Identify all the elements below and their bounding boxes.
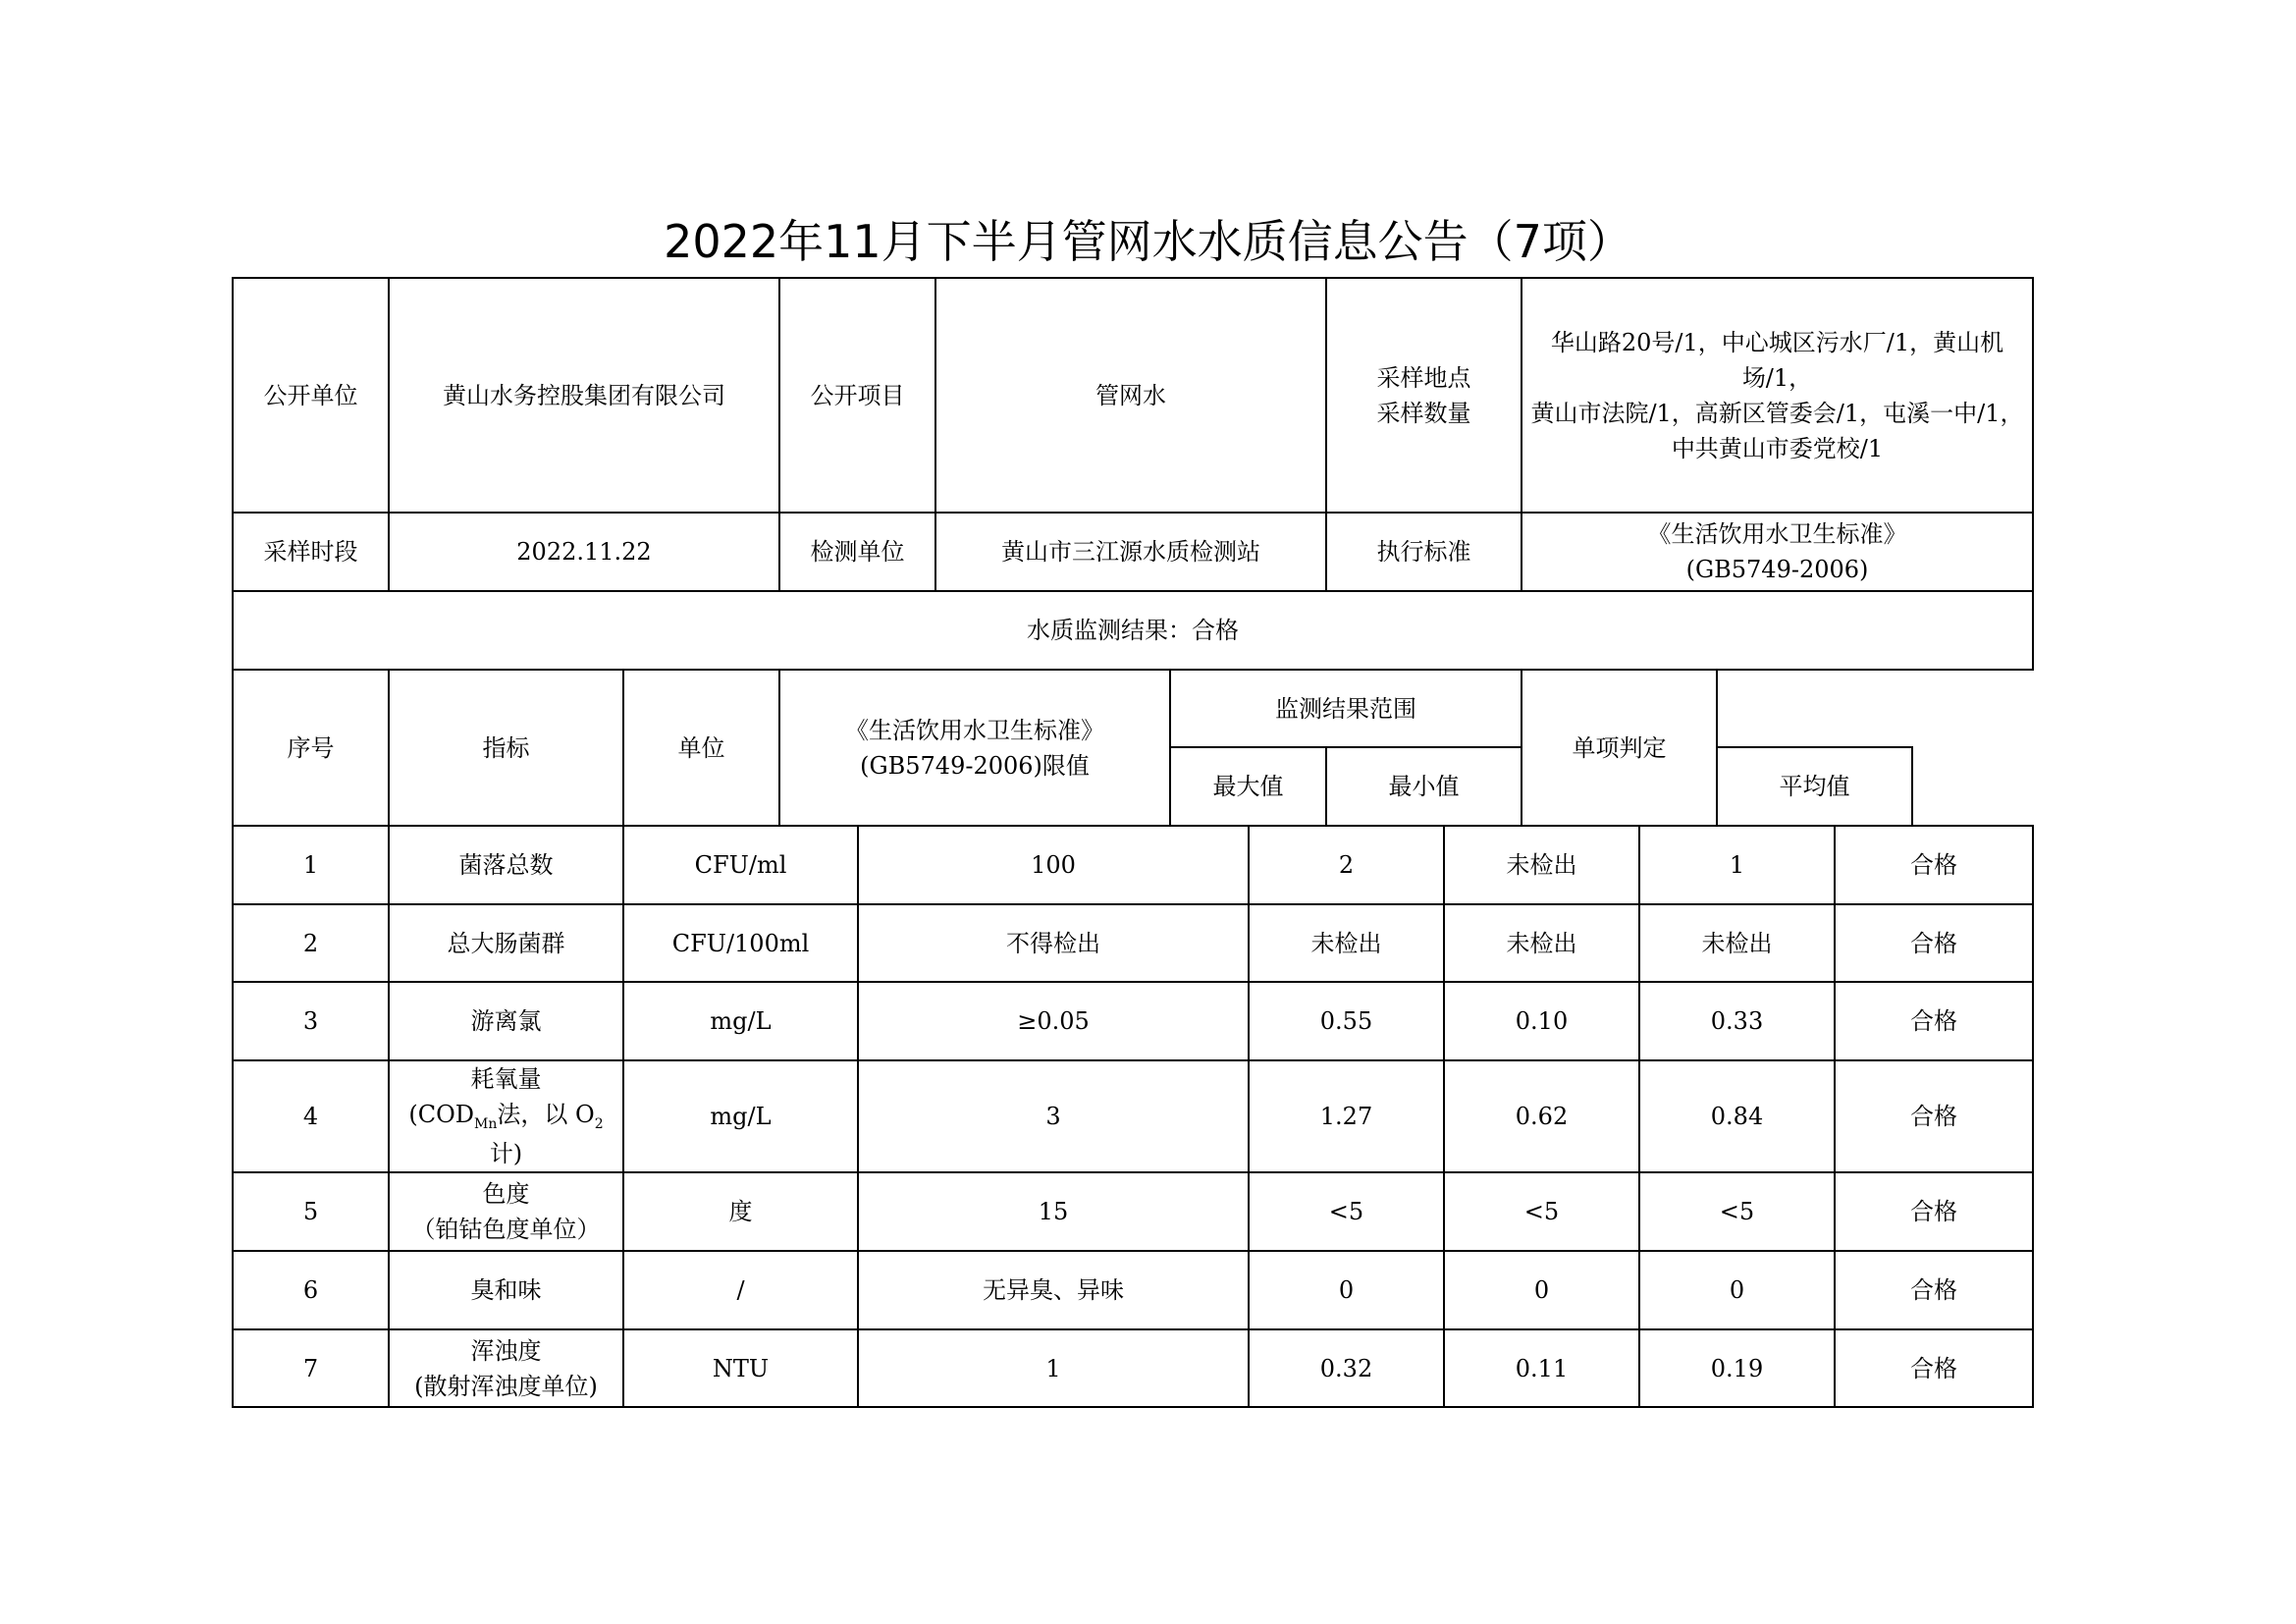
row-unit: CFU/100ml: [623, 904, 858, 982]
row-no: 5: [233, 1172, 389, 1251]
period-label: 采样时段: [233, 513, 389, 591]
table-row: [233, 1172, 2033, 1251]
row-avg: 0.84: [1639, 1060, 1835, 1172]
site-value-line3: 中共黄山市委党校/1: [1671, 434, 1884, 462]
row-judge: 合格: [1835, 1329, 2033, 1407]
unit-label: 公开单位: [233, 278, 389, 513]
item-value: 管网水: [935, 278, 1326, 513]
unit-value: 黄山水务控股集团有限公司: [389, 278, 779, 513]
row-indicator-sub: （铂钴色度单位）: [411, 1216, 601, 1243]
row-no: 2: [233, 904, 389, 982]
header-no: 序号: [233, 670, 389, 826]
header-unit: 单位: [623, 670, 779, 826]
row-min: 0.11: [1444, 1329, 1639, 1407]
row-unit: mg/L: [623, 982, 858, 1060]
row-avg: 0: [1639, 1251, 1835, 1329]
row-max: 未检出: [1249, 904, 1444, 982]
result-row: [233, 591, 2033, 670]
row-max: 1.27: [1249, 1060, 1444, 1172]
row-indicator: 游离氯: [389, 982, 623, 1060]
row-no: 3: [233, 982, 389, 1060]
row-limit: 1: [858, 1329, 1249, 1407]
row-min: 未检出: [1444, 904, 1639, 982]
table-row: [233, 826, 2033, 904]
row-indicator: 臭和味: [389, 1251, 623, 1329]
row-judge: 合格: [1835, 982, 2033, 1060]
row-indicator: [389, 1060, 623, 1172]
row-judge: 合格: [1835, 1172, 2033, 1251]
row-max: 0: [1249, 1251, 1444, 1329]
header-indicator: 指标: [389, 670, 623, 826]
lab-label: 检测单位: [779, 513, 935, 591]
std-value-line1: 《生活饮用水卫生标准》: [1647, 520, 1907, 548]
row-min: 0: [1444, 1251, 1639, 1329]
row-max: <5: [1249, 1172, 1444, 1251]
row-avg: 未检出: [1639, 904, 1835, 982]
row-no: 7: [233, 1329, 389, 1407]
row-limit: 3: [858, 1060, 1249, 1172]
header-range: 监测结果范围: [1170, 670, 1522, 747]
header-max: 最大值: [1170, 747, 1326, 826]
row-min: 0.62: [1444, 1060, 1639, 1172]
item-label: 公开项目: [779, 278, 935, 513]
row-indicator: [389, 1329, 623, 1407]
row-indicator-name: 耗氧量: [470, 1065, 542, 1093]
header-limit-line2: (GB5749-2006)限值: [860, 751, 1090, 780]
lab-value: 黄山市三江源水质检测站: [935, 513, 1326, 591]
row-limit: 15: [858, 1172, 1249, 1251]
period-value: 2022.11.22: [389, 513, 779, 591]
row-indicator-sub: ($COD_{Mn}$法，以 $O_2$计): [408, 1101, 604, 1167]
page-title: 2022年11月下半月管网水水质信息公告（7项）: [664, 215, 1632, 268]
row-no: 6: [233, 1251, 389, 1329]
row-min: 未检出: [1444, 826, 1639, 904]
result-text: 水质监测结果：合格: [233, 591, 2033, 670]
row-avg: 1: [1639, 826, 1835, 904]
row-indicator-sub: (散射浑浊度单位): [414, 1372, 598, 1400]
std-value-line2: (GB5749-2006): [1685, 556, 1869, 583]
row-avg: 0.19: [1639, 1329, 1835, 1407]
header-limit: [779, 670, 1170, 826]
row-unit: CFU/ml: [623, 826, 858, 904]
water-quality-table: [232, 277, 2034, 827]
row-avg: 0.33: [1639, 982, 1835, 1060]
header-avg: 平均值: [1717, 747, 1912, 826]
table-row: [233, 1329, 2033, 1407]
site-value-line1: 华山路20号/1，中心城区污水厂/1，黄山机场/1，: [1550, 328, 2004, 392]
row-avg: <5: [1639, 1172, 1835, 1251]
row-indicator-name: 色度: [482, 1180, 530, 1208]
info-row-2: [233, 513, 2033, 591]
site-label-line1: 采样地点: [1376, 363, 1471, 392]
row-limit: ≥0.05: [858, 982, 1249, 1060]
row-limit: 无异臭、异味: [858, 1251, 1249, 1329]
row-unit: 度: [623, 1172, 858, 1251]
site-label-line2: 采样数量: [1376, 399, 1471, 427]
row-indicator: 总大肠菌群: [389, 904, 623, 982]
row-max: 2: [1249, 826, 1444, 904]
site-value-line2: 黄山市法院/1，高新区管委会/1，屯溪一中/1，: [1530, 399, 2024, 427]
row-indicator: [389, 1172, 623, 1251]
table-row: [233, 982, 2033, 1060]
row-unit: NTU: [623, 1329, 858, 1407]
header-row-1: [233, 670, 2033, 747]
row-unit: /: [623, 1251, 858, 1329]
row-judge: 合格: [1835, 1251, 2033, 1329]
site-value: [1522, 278, 2033, 513]
table-row: [233, 1251, 2033, 1329]
site-label: [1326, 278, 1522, 513]
row-judge: 合格: [1835, 826, 2033, 904]
row-max: 0.32: [1249, 1329, 1444, 1407]
row-min: 0.10: [1444, 982, 1639, 1060]
row-no: 1: [233, 826, 389, 904]
row-min: <5: [1444, 1172, 1639, 1251]
header-min: 最小值: [1326, 747, 1522, 826]
row-limit: 不得检出: [858, 904, 1249, 982]
table-row: [233, 904, 2033, 982]
row-judge: 合格: [1835, 904, 2033, 982]
std-value: [1522, 513, 2033, 591]
data-table-body: [232, 825, 2034, 1408]
row-max: 0.55: [1249, 982, 1444, 1060]
row-no: 4: [233, 1060, 389, 1172]
row-indicator: 菌落总数: [389, 826, 623, 904]
row-judge: 合格: [1835, 1060, 2033, 1172]
row-unit: mg/L: [623, 1060, 858, 1172]
header-judge: 单项判定: [1522, 670, 1717, 826]
std-label: 执行标准: [1326, 513, 1522, 591]
table-row: [233, 1060, 2033, 1172]
row-limit: 100: [858, 826, 1249, 904]
header-limit-line1: 《生活饮用水卫生标准》: [845, 716, 1104, 744]
row-indicator-name: 浑浊度: [470, 1336, 542, 1365]
info-row-1: [233, 278, 2033, 513]
